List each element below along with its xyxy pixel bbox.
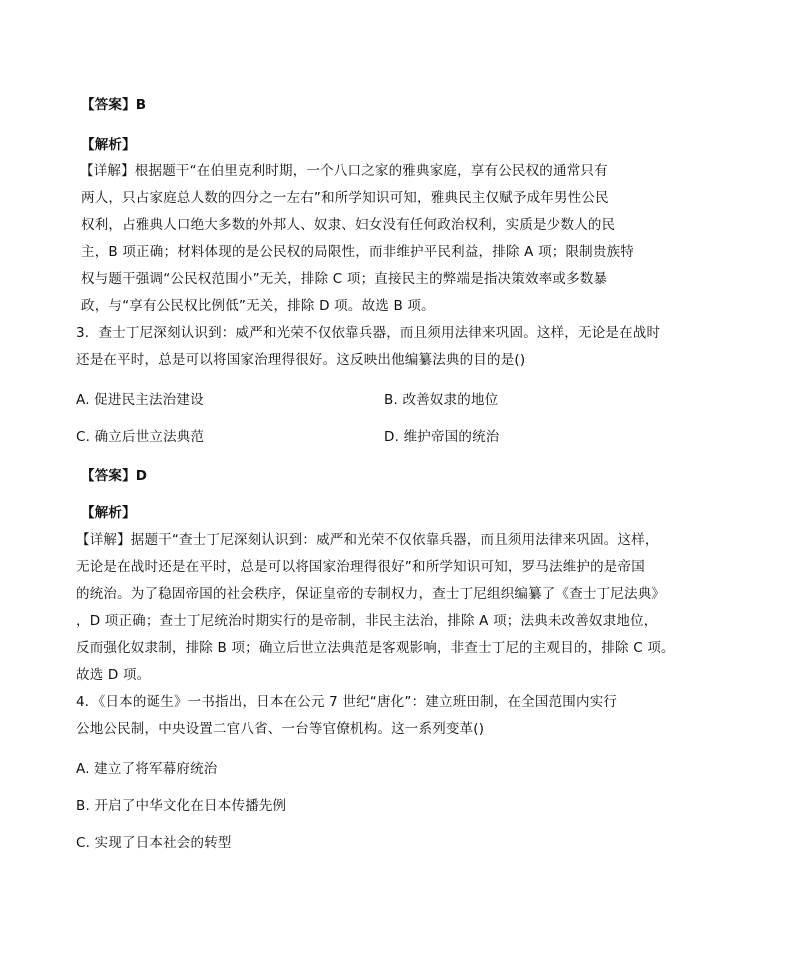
option-a: A. 促进民主法治建设 <box>76 392 204 408</box>
detail-line: 政，与“享有公民权比例低”无关，排除 D 项。故选 B 项。 <box>81 298 435 314</box>
detail-line: 【详解】根据题干“在伯里克利时期，一个八口之家的雅典家庭，享有公民权的通常只有 <box>80 163 608 179</box>
detail-line: ，D 项正确；查士丁尼统治时期实行的是帝制，非民主法治，排除 A 项；法典未改善奴隶地位， <box>76 613 658 629</box>
answer-label: 【答案】B <box>81 97 147 113</box>
question-stem: 公地公民制，中央设置二官八省、一台等官僚机构。这一系列变革() <box>76 721 485 737</box>
question-stem: 还是在平时，总是可以将国家治理得很好。这反映出他编纂法典的目的是() <box>76 352 526 368</box>
detail-line: 权利，占雅典人口绝大多数的外邦人、奴隶、妇女没有任何政治权利，实质是少数人的民 <box>81 217 616 233</box>
option-d: D. 维护帝国的统治 <box>384 429 500 445</box>
detail-line: 的统治。为了稳固帝国的社会秩序，保证皇帝的专制权力，查士丁尼组织编纂了《查士丁尼法典》 <box>76 586 666 602</box>
detail-line: 主，B 项正确；材料体现的是公民权的局限性，而非维护平民利益，排除 A 项；限制贵族特 <box>81 244 634 260</box>
option-a: A. 建立了将军幕府统治 <box>76 761 218 777</box>
option-c: C. 确立后世立法典范 <box>76 429 205 445</box>
detail-line: 故选 D 项。 <box>76 667 151 683</box>
detail-line: 权与题干强调“公民权范围小”无关，排除 C 项；直接民主的弊端是指决策效率或多数暴 <box>81 271 608 287</box>
detail-line: 两人，只占家庭总人数的四分之一左右”和所学知识可知，雅典民主仅赋予成年男性公民 <box>81 190 609 206</box>
option-b: B. 改善奴隶的地位 <box>384 392 499 408</box>
analysis-label: 【解析】 <box>81 137 136 153</box>
detail-line: 无论是在战时还是在平时，总是可以将国家治理得很好”和所学知识可知，罗马法维护的是帝国 <box>76 559 645 575</box>
analysis-label: 【解析】 <box>81 505 136 521</box>
question-stem: 3．查士丁尼深刻认识到：威严和光荣不仅依靠兵器，而且须用法律来巩固。这样，无论是在战时 <box>76 325 661 341</box>
detail-line: 反而强化奴隶制，排除 B 项；确立后世立法典范是客观影响，非查士丁尼的主观目的，排除 C 项。 <box>76 640 675 656</box>
detail-line: 【详解】据题干“查士丁尼深刻认识到：威严和光荣不仅依靠兵器，而且须用法律来巩固。这样， <box>76 532 659 548</box>
question-stem: 4．《日本的诞生》一书指出，日本在公元 7 世纪“唐化”：建立班田制，在全国范围内实行 <box>76 694 618 710</box>
option-b: B. 开启了中华文化在日本传播先例 <box>76 798 287 814</box>
answer-label: 【答案】D <box>81 468 148 484</box>
option-c: C. 实现了日本社会的转型 <box>76 835 232 851</box>
